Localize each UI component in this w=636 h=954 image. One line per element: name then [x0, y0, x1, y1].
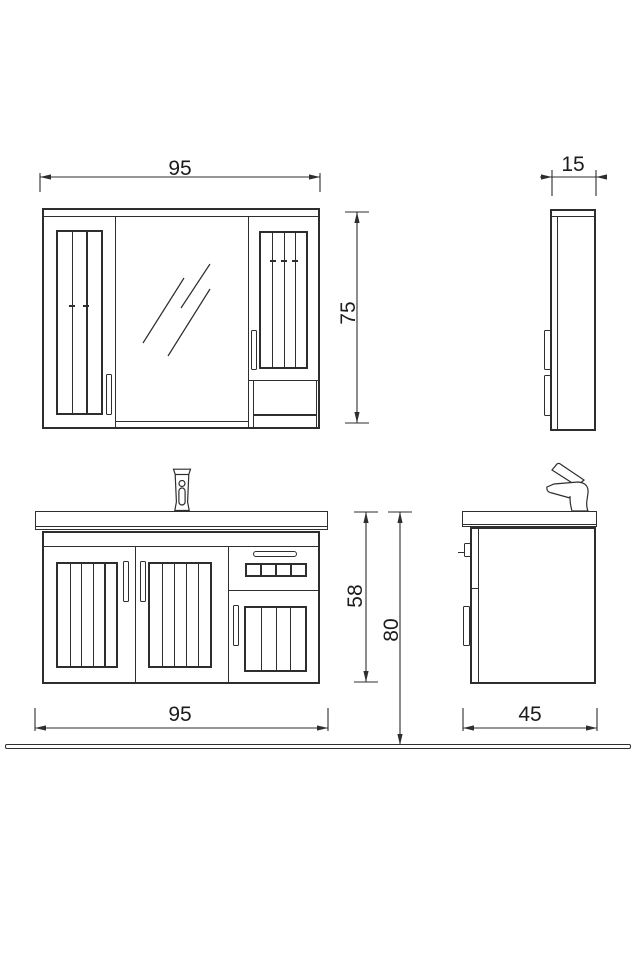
open-shelf-top-line — [248, 380, 320, 381]
drawer-divider-line — [228, 590, 320, 591]
middle-door-handle — [140, 561, 146, 602]
panel-slat-line — [276, 608, 277, 670]
left-door-panel — [56, 562, 118, 668]
apron-band-line — [43, 546, 319, 547]
cabinet-side-top-strip-line — [551, 216, 595, 217]
panel-slat-line — [72, 232, 73, 413]
cabinet-side-front-line — [557, 216, 558, 430]
slat-joint-mark — [69, 305, 75, 307]
right-door-handle — [233, 605, 239, 646]
drawer-handle-slot — [253, 551, 297, 557]
door-handle-profile — [463, 606, 470, 646]
panel-slat-line — [93, 564, 94, 666]
panel-slat-line — [70, 564, 71, 666]
countertop-side-lip-line — [463, 524, 596, 525]
panel-slat-line — [295, 233, 296, 367]
right-door-panel — [244, 606, 307, 672]
faucet-front — [170, 468, 194, 512]
cabinet-top-strip-line — [43, 216, 319, 217]
panel-slat-line — [284, 233, 285, 367]
side-handle-profile — [544, 375, 551, 416]
slat-joint-mark — [83, 305, 89, 307]
countertop-lip-line — [36, 526, 327, 527]
vanity-side-outline — [470, 527, 596, 684]
vanity-side-front-line — [478, 528, 479, 683]
slat-joint-mark — [270, 260, 276, 262]
drawer-handle-profile — [464, 543, 471, 557]
door-divider-line — [228, 546, 229, 683]
panel-slat-line — [261, 608, 262, 670]
middle-door-panel — [148, 562, 212, 668]
drawer-divider-tick — [471, 588, 478, 589]
floor-line — [5, 744, 631, 749]
drawer-handle-tick — [458, 552, 464, 553]
left-door-handle — [123, 561, 129, 602]
mirror-glass-shine — [120, 250, 220, 360]
left-door-panel — [56, 230, 103, 415]
panel-slat-line — [81, 564, 82, 666]
slat-joint-mark — [281, 260, 287, 262]
panel-slat-line — [162, 564, 163, 666]
dim-label-vanity-depth: 45 — [518, 703, 542, 726]
dim-label-vanity-total-height: 80 — [380, 618, 403, 642]
dim-label-cabinet-height: 75 — [337, 301, 360, 325]
panel-slat-line — [186, 564, 187, 666]
mirror-bottom-frame-line — [115, 421, 248, 422]
panel-slat-line — [290, 608, 291, 670]
right-door-handle — [251, 330, 257, 370]
door-divider-line — [135, 546, 136, 683]
dim-label-cabinet-width: 95 — [168, 157, 192, 180]
slat-joint-mark — [292, 260, 298, 262]
panel-slat-line — [272, 233, 273, 367]
faucet-side — [540, 460, 596, 512]
panel-slat-line — [86, 232, 87, 413]
panel-slat-line — [198, 564, 199, 666]
right-door-divider-line — [248, 217, 249, 428]
countertop — [35, 511, 328, 530]
panel-slat-line — [104, 564, 105, 666]
open-shelf-side-line — [253, 380, 254, 428]
open-shelf-board-line — [254, 414, 316, 416]
dim-label-vanity-body-height: 58 — [344, 584, 367, 608]
dim-label-cabinet-depth: 15 — [561, 153, 585, 176]
left-door-divider-line — [115, 217, 116, 428]
dim-label-vanity-width: 95 — [168, 703, 192, 726]
drawer-vent-cell — [290, 563, 307, 577]
right-door-panel — [259, 231, 308, 369]
panel-slat-line — [174, 564, 175, 666]
open-shelf-side-line — [316, 380, 317, 428]
side-handle-profile — [544, 330, 551, 370]
left-door-handle — [106, 374, 112, 415]
